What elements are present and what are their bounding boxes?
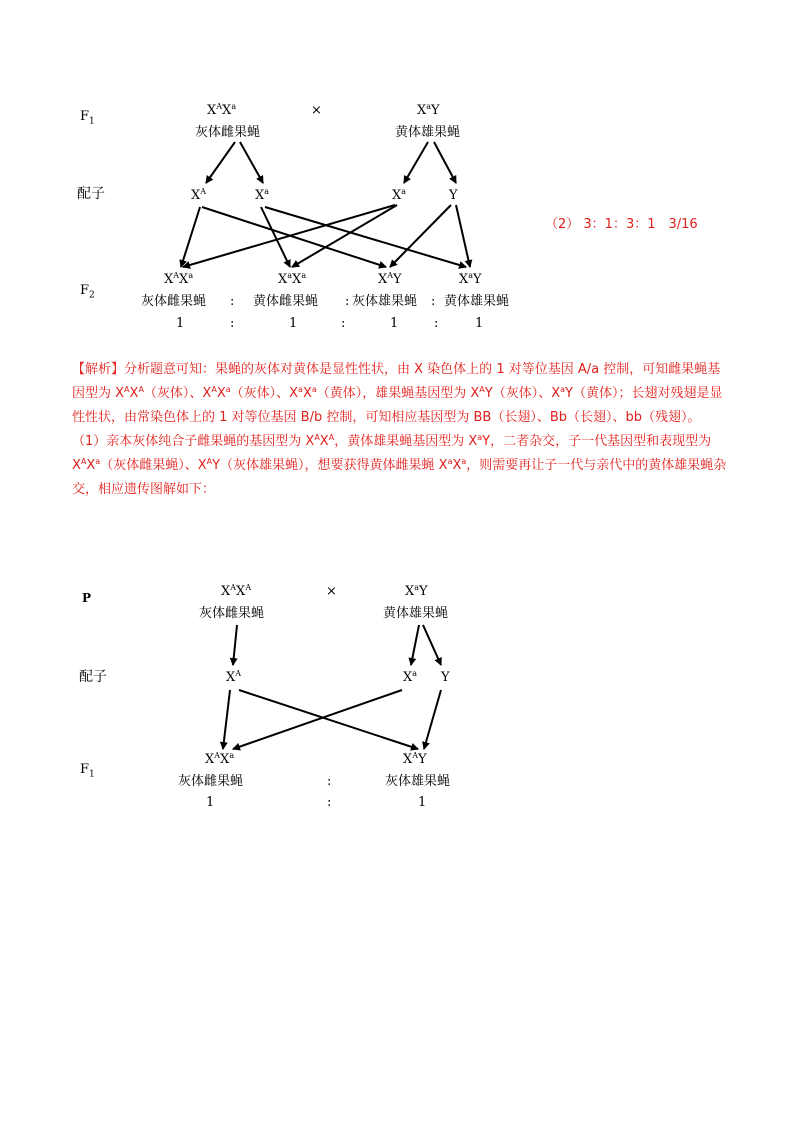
arrow-parent-to-gamete — [434, 142, 456, 183]
parent-female-genotype: $X^AX^a$ — [207, 102, 237, 118]
arrow-parent-to-gamete — [423, 625, 441, 665]
arrow-parent-to-gamete — [411, 625, 419, 665]
offspring-1-genotype: $X^AX^a$ — [164, 271, 194, 287]
arrow-parent-to-gamete — [240, 142, 263, 183]
parent-male-genotype: $X^aY$ — [405, 583, 428, 599]
offspring-4-phenotype: 黄体雄果蝇 — [444, 294, 510, 309]
cross-symbol: × — [311, 103, 322, 118]
offspring-2-phenotype: 灰体雄果蝇 — [385, 774, 451, 789]
ratio-value: 1 — [206, 795, 215, 810]
arrow-gamete-to-offspring — [233, 690, 402, 749]
gamete-3: Y — [441, 670, 450, 685]
cross-symbol: × — [326, 584, 337, 599]
ratio-value: 1 — [475, 316, 484, 331]
gamete-1: $X^A$ — [226, 669, 242, 685]
ratio-separator: : — [230, 316, 235, 331]
parent-female-genotype: $X^AX^A$ — [221, 583, 252, 599]
offspring-1-genotype: $X^AX^a$ — [205, 751, 235, 767]
analysis-paragraph-1: 【解析】分析题意可知：果蝇的灰体对黄体是显性性状，由 X 染色体上的 1 对等位基因 A/a 控制，可知雌果蝇基因型为 $X^AX^A$（灰体）、$X^AX^a$（灰体）、$X^aX^a$（黄体），雄果蝇基因型为 $X^AY$（灰体）、$X^aY$（黄体）；长翅对残翅是显性性状，由常染色体上的 1 对等位基因 B/b 控制，可知相应基因型为 BB（长翅）、Bb（长翅）、bb（残翅）。 — [72, 362, 723, 425]
parent-female-phenotype: 灰体雌果蝇 — [195, 125, 261, 140]
ratio-separator: : — [434, 316, 439, 331]
answer-text: （2） 3：1：3：1 3/16 — [545, 217, 698, 232]
offspring-1-phenotype: 灰体雌果蝇 — [178, 774, 244, 789]
gamete-3: $X^a$ — [392, 187, 407, 203]
ratio-separator: : — [327, 774, 332, 789]
parent-female-phenotype: 灰体雌果蝇 — [199, 606, 265, 621]
offspring-2-genotype: $X^aX^a$ — [278, 271, 307, 287]
parent-male-phenotype: 黄体雄果蝇 — [395, 125, 461, 140]
ratio-value: 1 — [390, 316, 399, 331]
offspring-3-phenotype: 灰体雄果蝇 — [352, 294, 418, 309]
offspring-2-phenotype: 黄体雌果蝇 — [253, 294, 319, 309]
arrow-gamete-to-offspring — [456, 205, 470, 267]
gamete-2: $X^a$ — [255, 187, 270, 203]
gamete-2: $X^a$ — [403, 669, 418, 685]
generation-label-f1: $F_1$ — [80, 109, 95, 127]
ratio-value: 1 — [176, 316, 185, 331]
ratio-separator: : — [431, 294, 436, 309]
generation-label-p: P — [82, 591, 92, 605]
generation-label-f1: $F_1$ — [80, 762, 95, 780]
arrow-gamete-to-offspring — [292, 205, 397, 267]
ratio-separator: : — [327, 795, 332, 810]
offspring-4-genotype: $X^aY$ — [459, 271, 482, 287]
offspring-2-genotype: $X^AY$ — [403, 751, 427, 767]
arrow-gamete-to-offspring — [223, 690, 230, 749]
arrow-gamete-to-offspring — [181, 207, 200, 267]
ratio-separator: : — [345, 294, 350, 309]
parent-male-phenotype: 黄体雄果蝇 — [383, 606, 449, 621]
generation-label-f2: $F_2$ — [80, 283, 95, 301]
arrow-gamete-to-offspring — [239, 690, 418, 749]
parent-male-genotype: $X^aY$ — [417, 102, 440, 118]
analysis-paragraph-2: （1）亲本灰体纯合子雌果蝇的基因型为 $X^AX^A$，黄体雄果蝇基因型为 $X^aY$，二者杂交，子一代基因型和表现型为 $X^AX^a$（灰体雌果蝇）、$X^AY$（灰体雄果蝇），想要获得黄体雌果蝇 $X^aX^a$，则需要再让子一代与亲代中的黄体雄果蝇杂交，相应遗传图解如下： — [72, 433, 727, 497]
arrow-parent-to-gamete — [206, 142, 235, 183]
ratio-value: 1 — [289, 316, 298, 331]
arrow-gamete-to-offspring — [424, 690, 441, 749]
ratio-separator: : — [341, 316, 346, 331]
gametes-label: 配子 — [77, 186, 105, 202]
gamete-1: $X^A$ — [191, 187, 207, 203]
ratio-value: 1 — [418, 795, 427, 810]
arrow-parent-to-gamete — [233, 625, 237, 665]
arrow-parent-to-gamete — [404, 142, 428, 183]
gamete-4: Y — [449, 188, 458, 203]
arrow-gamete-to-offspring — [390, 205, 451, 267]
offspring-1-phenotype: 灰体雌果蝇 — [141, 294, 207, 309]
offspring-3-genotype: $X^AY$ — [378, 271, 402, 287]
gametes-label: 配子 — [79, 669, 107, 685]
ratio-separator: : — [230, 294, 235, 309]
